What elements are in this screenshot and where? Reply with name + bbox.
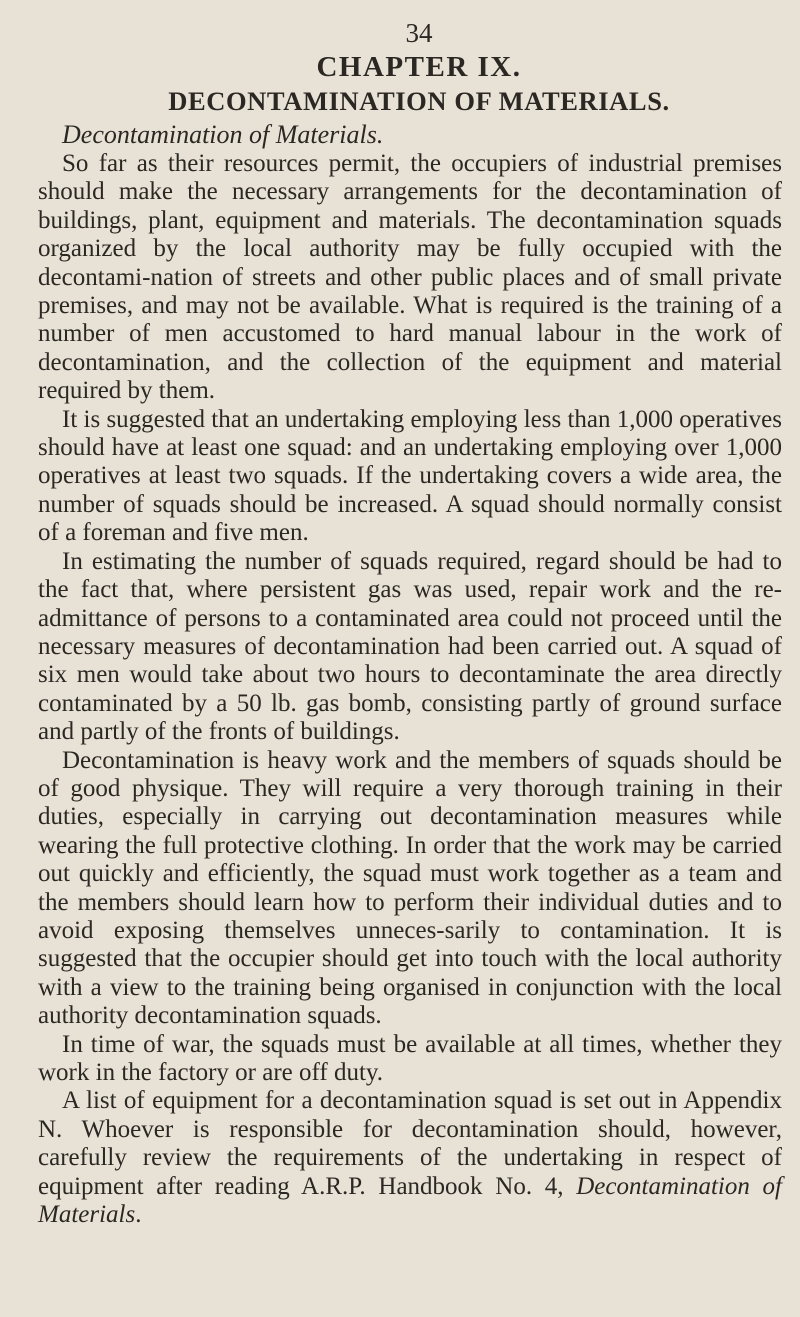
closing-period: . [135, 1201, 142, 1229]
paragraph-time-of-war: In time of war, the squads must be available at all times, whether they work in the factory or are off duty. [38, 1030, 782, 1086]
section-title: DECONTAMINATION OF MATERIALS. [168, 86, 670, 116]
body-text [38, 150, 782, 1229]
handbook-title: Decontamination of Materials [38, 1172, 782, 1229]
paragraph-estimating-squads: In estimating the number of squads required, regard should be had to the fact that, where persistent gas was used, repair work and the re-admittance of persons to a contaminated area could not proceed until the necessary measures of decontamination had been carried out. A squad of six men would take about two hours to decontaminate the area directly contaminated by a 50 lb. gas bomb, consisting partly of ground surface and partly of the fronts of buildings. [38, 547, 782, 746]
equipment-text: A list of equipment for a decontamination squad is set out in Appendix N. Whoever is responsible for decontamination should, however, carefully review the requirements of the undertaking in respect of equipment after reading A.R.P. Handbook No. 4, [38, 1087, 782, 1200]
paragraph-squad-numbers: It is suggested that an undertaking employing less than 1,000 operatives should have at least one squad: and an undertaking employing over 1,000 operatives at least two squads. If the undertaking covers a wide area, the number of squads should be increased. A squad should normally consist of a foreman and five men. [38, 405, 782, 547]
paragraph-resources: So far as their resources permit, the occupiers of industrial premises should make the necessary arrangements for the decontamination of buildings, plant, equipment and materials. The decontamination squads organized by the local authority may be fully occupied with the decontami-nation of streets and other public places and of small private premises, and may not be available. What is required is the training of a number of men accustomed to hard manual labour in the work of decontamination, and the collection of the equipment and material required by them. [38, 150, 782, 405]
paragraph-equipment-list [38, 1087, 782, 1229]
chapter-title: CHAPTER IX. [316, 51, 522, 83]
paragraph-heavy-work: Decontamination is heavy work and the members of squads should be of good physique. They will require a very thorough training in their duties, especially in carrying out decontamination measures while wearing the full protective clothing. In order that the work may be carried out quickly and efficiently, the squad must work together as a team and the members should learn how to perform their individual duties and to avoid exposing themselves unneces-sarily to contamination. It is suggested that the occupier should get into touch with the local authority with a view to the training being organised in conjunction with the local authority decontamination squads. [38, 746, 782, 1030]
subheading: Decontamination of Materials. [62, 120, 384, 149]
page-number: 34 [405, 18, 433, 48]
